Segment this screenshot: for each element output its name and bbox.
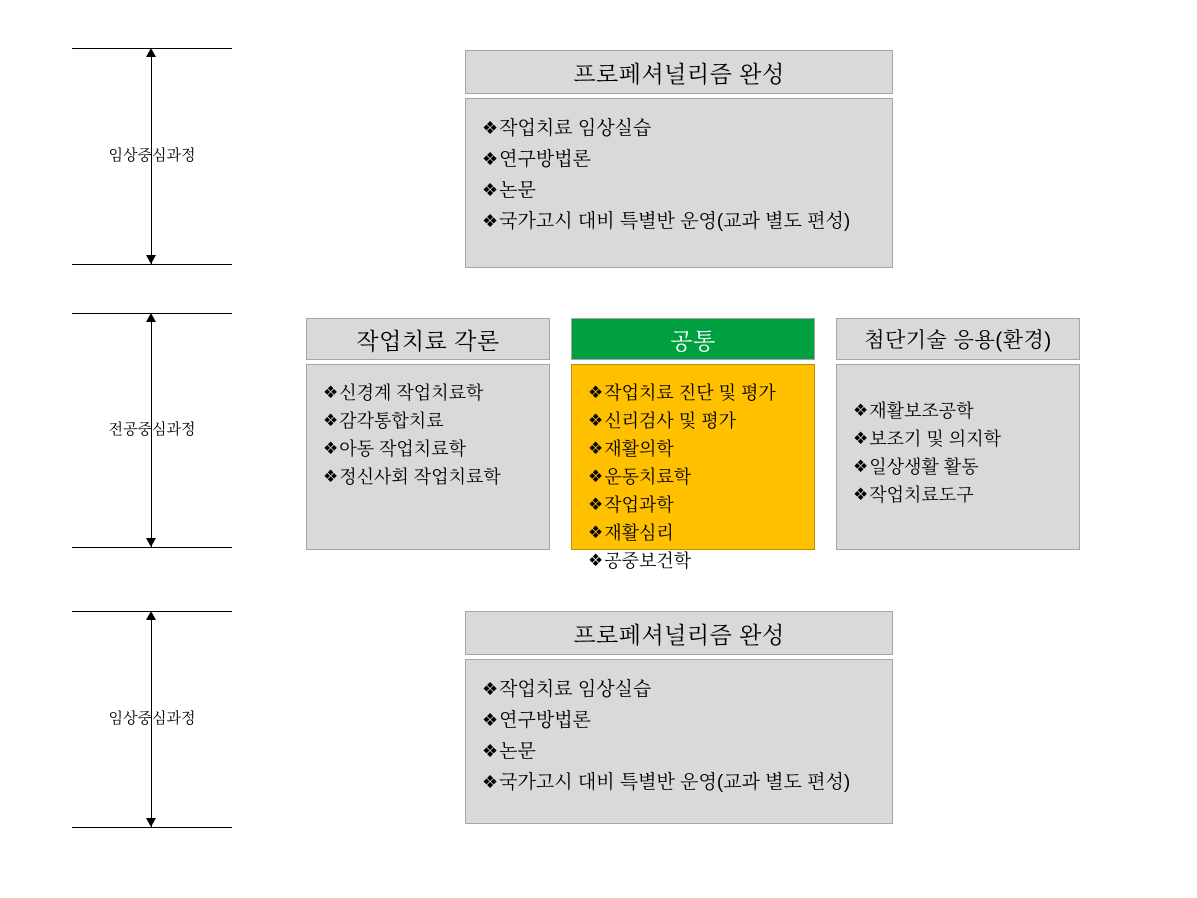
list-item-label: 신리검사 및 평가 bbox=[604, 411, 736, 431]
list-item-label: 재활의학 bbox=[604, 439, 674, 459]
diamond-bullet-icon: ❖ bbox=[482, 710, 499, 730]
list-item bbox=[853, 397, 1079, 425]
axis-bottom-rule bbox=[72, 547, 232, 548]
list-item bbox=[323, 435, 549, 463]
axis-arrow-down-icon bbox=[146, 538, 156, 547]
diamond-bullet-icon: ❖ bbox=[323, 411, 339, 430]
list-item-label: 공중보건학 bbox=[604, 551, 692, 571]
diamond-bullet-icon: ❖ bbox=[588, 439, 604, 458]
list-item bbox=[853, 453, 1079, 481]
list-item-label: 작업치료도구 bbox=[869, 485, 974, 505]
list-item bbox=[588, 491, 814, 519]
section-body-middle-center bbox=[571, 364, 815, 571]
section-body-middle-left bbox=[306, 364, 550, 550]
list-item-label: 감각통합치료 bbox=[339, 411, 444, 431]
list-item-label: 연구방법론 bbox=[499, 149, 591, 170]
list-item-label: 일상생활 활동 bbox=[869, 457, 979, 477]
list-item bbox=[482, 175, 892, 206]
list-item-label: 작업치료 진단 및 평가 bbox=[604, 383, 776, 403]
list-item-label: 논문 bbox=[499, 741, 536, 762]
section-header-bottom: 프로페셔널리즘 완성 bbox=[465, 611, 893, 655]
list-item bbox=[482, 206, 892, 237]
list-item-label: 작업치료 임상실습 bbox=[499, 679, 652, 700]
list-item-label: 재활심리 bbox=[604, 523, 674, 543]
list-item bbox=[853, 481, 1079, 509]
diamond-bullet-icon: ❖ bbox=[482, 149, 499, 169]
diamond-bullet-icon: ❖ bbox=[323, 383, 339, 402]
section-header-middle-right: 첨단기술 응용(환경) bbox=[836, 318, 1080, 360]
list-item bbox=[482, 767, 892, 798]
list-item-label: 아동 작업치료학 bbox=[339, 439, 466, 459]
diamond-bullet-icon: ❖ bbox=[588, 551, 604, 570]
list-item-label: 신경계 작업치료학 bbox=[339, 383, 484, 403]
diamond-bullet-icon: ❖ bbox=[853, 457, 869, 476]
diamond-bullet-icon: ❖ bbox=[323, 439, 339, 458]
section-header-middle-center: 공통 bbox=[571, 318, 815, 360]
list-item bbox=[323, 463, 549, 491]
diamond-bullet-icon: ❖ bbox=[588, 523, 604, 542]
list-item-label: 연구방법론 bbox=[499, 710, 591, 731]
list-item-label: 국가고시 대비 특별반 운영(교과 별도 편성) bbox=[499, 211, 851, 232]
diamond-bullet-icon: ❖ bbox=[482, 118, 499, 138]
diamond-bullet-icon: ❖ bbox=[482, 211, 499, 231]
section-body-top bbox=[465, 98, 893, 268]
list-item-label: 논문 bbox=[499, 180, 536, 201]
diamond-bullet-icon: ❖ bbox=[588, 495, 604, 514]
diamond-bullet-icon: ❖ bbox=[482, 741, 499, 761]
list-item bbox=[482, 736, 892, 767]
diamond-bullet-icon: ❖ bbox=[853, 429, 869, 448]
axis-label-middle: 전공중심과정 bbox=[108, 421, 196, 438]
list-item bbox=[323, 379, 549, 407]
axis-bottom-rule bbox=[72, 264, 232, 265]
diamond-bullet-icon: ❖ bbox=[853, 401, 869, 420]
diamond-bullet-icon: ❖ bbox=[588, 383, 604, 402]
section-body-middle-right bbox=[836, 364, 1080, 550]
list-item-label: 보조기 및 의지학 bbox=[869, 429, 1001, 449]
list-item bbox=[588, 519, 814, 547]
list-item bbox=[323, 407, 549, 435]
diamond-bullet-icon: ❖ bbox=[482, 772, 499, 792]
diamond-bullet-icon: ❖ bbox=[588, 411, 604, 430]
list-item-label: 재활보조공학 bbox=[869, 401, 974, 421]
list-item bbox=[588, 547, 814, 575]
section-header-middle-left: 작업치료 각론 bbox=[306, 318, 550, 360]
list-item bbox=[588, 379, 814, 407]
list-item bbox=[482, 674, 892, 705]
section-header-top: 프로페셔널리즘 완성 bbox=[465, 50, 893, 94]
list-item-label: 정신사회 작업치료학 bbox=[339, 467, 501, 487]
list-item bbox=[853, 425, 1079, 453]
list-item-label: 작업과학 bbox=[604, 495, 674, 515]
axis-label-bottom: 임상중심과정 bbox=[108, 710, 196, 727]
section-body-bottom bbox=[465, 659, 893, 824]
list-item bbox=[588, 435, 814, 463]
diamond-bullet-icon: ❖ bbox=[853, 485, 869, 504]
list-item bbox=[588, 463, 814, 491]
axis-label-top: 임상중심과정 bbox=[108, 147, 196, 164]
diamond-bullet-icon: ❖ bbox=[482, 180, 499, 200]
list-item bbox=[482, 705, 892, 736]
list-item bbox=[588, 407, 814, 435]
diamond-bullet-icon: ❖ bbox=[588, 467, 604, 486]
diamond-bullet-icon: ❖ bbox=[323, 467, 339, 486]
list-item-label: 국가고시 대비 특별반 운영(교과 별도 편성) bbox=[499, 772, 851, 793]
axis-bottom-rule bbox=[72, 827, 232, 828]
list-item bbox=[482, 144, 892, 175]
list-item-label: 운동치료학 bbox=[604, 467, 692, 487]
list-item bbox=[482, 113, 892, 144]
axis-arrow-down-icon bbox=[146, 818, 156, 827]
diamond-bullet-icon: ❖ bbox=[482, 679, 499, 699]
list-item-label: 작업치료 임상실습 bbox=[499, 118, 652, 139]
axis-arrow-down-icon bbox=[146, 255, 156, 264]
